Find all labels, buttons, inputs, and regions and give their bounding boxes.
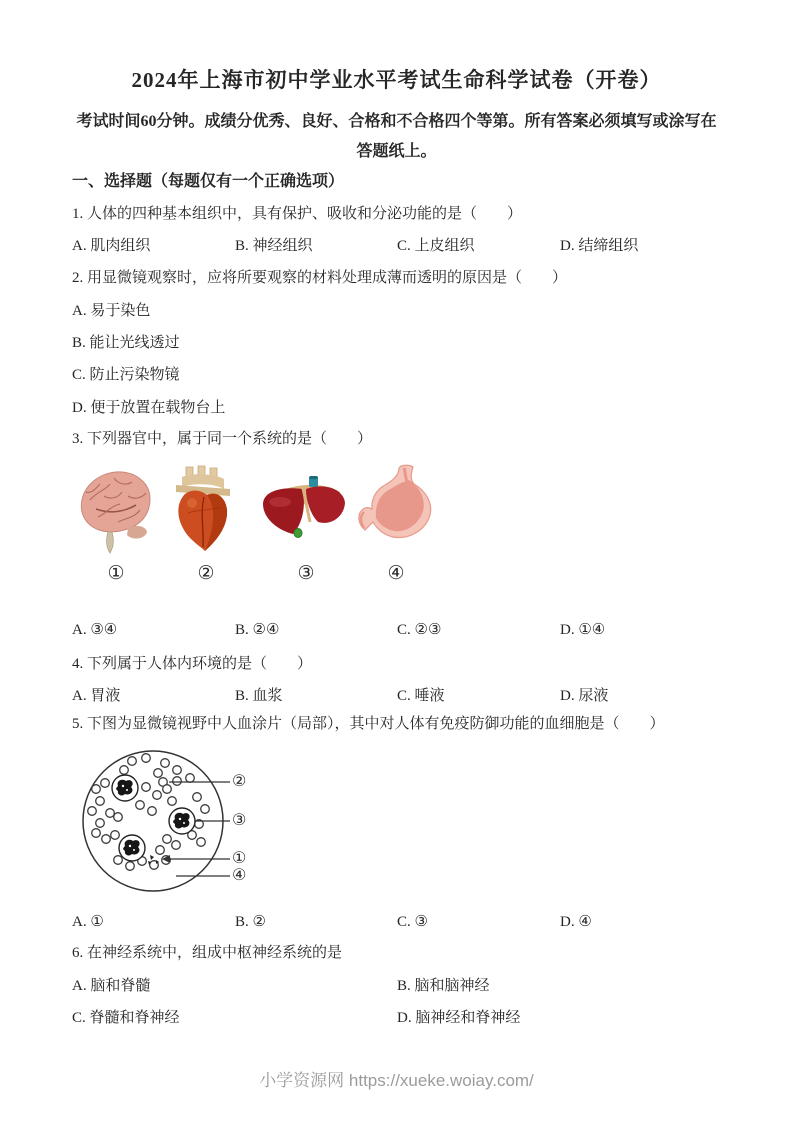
q1-option-d: D. 结缔组织	[560, 238, 639, 254]
question-5-stem: 5. 下图为显微镜视野中人血涂片（局部），其中对人体有免疫防御功能的血细胞是（ ）	[72, 716, 665, 732]
organ-figure	[70, 462, 450, 594]
question-1-options	[0, 234, 793, 256]
section-heading: 一、选择题（每题仅有一个正确选项）	[72, 173, 345, 190]
q5-option-d: D. ④	[560, 914, 592, 930]
q6-option-b: B. 脑和脑神经	[397, 978, 490, 994]
watermark-footer: 小学资源网 https://xueke.woiay.com/	[259, 1071, 534, 1090]
q1-option-b: B. 神经组织	[235, 238, 313, 254]
q4-option-a: A. 胃液	[72, 688, 121, 704]
q5-option-c: C. ③	[397, 914, 428, 930]
organ-label-3: ③	[297, 563, 315, 584]
question-3-stem: 3. 下列器官中，属于同一个系统的是（ ）	[72, 431, 373, 447]
q4-option-c: C. 唾液	[397, 688, 445, 704]
exam-notice-line2: 答题纸上。	[356, 143, 437, 160]
smear-label-3: ③	[232, 812, 247, 829]
question-1-stem: 1. 人体的四种基本组织中，具有保护、吸收和分泌功能的是（ ）	[72, 206, 523, 222]
liver-image	[260, 476, 350, 546]
stomach-image	[352, 464, 436, 552]
organ-label-4: ④	[387, 563, 405, 584]
organ-cell-brain	[70, 462, 162, 594]
q2-option-a: A. 易于染色	[72, 303, 151, 319]
question-2-stem: 2. 用显微镜观察时，应将所要观察的材料处理成薄而透明的原因是（ ）	[72, 270, 568, 286]
q4-option-b: B. 血浆	[235, 688, 283, 704]
smear-label-2: ②	[232, 773, 247, 790]
organ-label-2: ②	[197, 563, 215, 584]
question-4-options	[0, 684, 793, 706]
q6-option-d: D. 脑神经和脊神经	[397, 1010, 521, 1026]
organ-cell-stomach	[352, 462, 440, 594]
organ-label-1: ①	[107, 563, 125, 584]
smear-label-1: ①	[232, 850, 247, 867]
blood-smear-image	[72, 749, 332, 909]
question-5-options	[0, 912, 793, 934]
q2-option-d: D. 便于放置在载物台上	[72, 400, 226, 416]
brain-image	[70, 462, 158, 557]
exam-notice-line1: 考试时间60分钟。成绩分优秀、良好、合格和不合格四个等第。所有答案必须填写或涂写在	[76, 113, 717, 130]
organ-cell-heart	[170, 462, 242, 594]
heart-image	[170, 465, 236, 557]
q5-option-a: A. ①	[72, 914, 104, 930]
organ-cell-liver	[260, 462, 352, 594]
q5-option-b: B. ②	[235, 914, 266, 930]
q3-option-d: D. ①④	[560, 622, 606, 638]
q1-option-c: C. 上皮组织	[397, 238, 475, 254]
question-6-options-row2	[0, 1006, 793, 1028]
smear-label-4: ④	[232, 867, 247, 884]
question-3-options	[0, 620, 793, 642]
white-blood-cells	[112, 775, 195, 861]
question-6-stem: 6. 在神经系统中，组成中枢神经系统的是	[72, 945, 343, 961]
blood-smear-figure	[72, 749, 332, 909]
q6-option-a: A. 脑和脊髓	[72, 978, 151, 994]
q2-option-c: C. 防止污染物镜	[72, 367, 180, 383]
q2-option-b: B. 能让光线透过	[72, 335, 180, 351]
question-4-stem: 4. 下列属于人体内环境的是（ ）	[72, 656, 313, 672]
q3-option-a: A. ③④	[72, 622, 118, 638]
page-title: 2024年上海市初中学业水平考试生命科学试卷（开卷）	[131, 68, 662, 92]
q3-option-b: B. ②④	[235, 622, 280, 638]
q3-option-c: C. ②③	[397, 622, 442, 638]
q1-option-a: A. 肌肉组织	[72, 238, 151, 254]
q6-option-c: C. 脊髓和脊神经	[72, 1010, 180, 1026]
question-6-options-row1	[0, 974, 793, 996]
q4-option-d: D. 尿液	[560, 688, 609, 704]
